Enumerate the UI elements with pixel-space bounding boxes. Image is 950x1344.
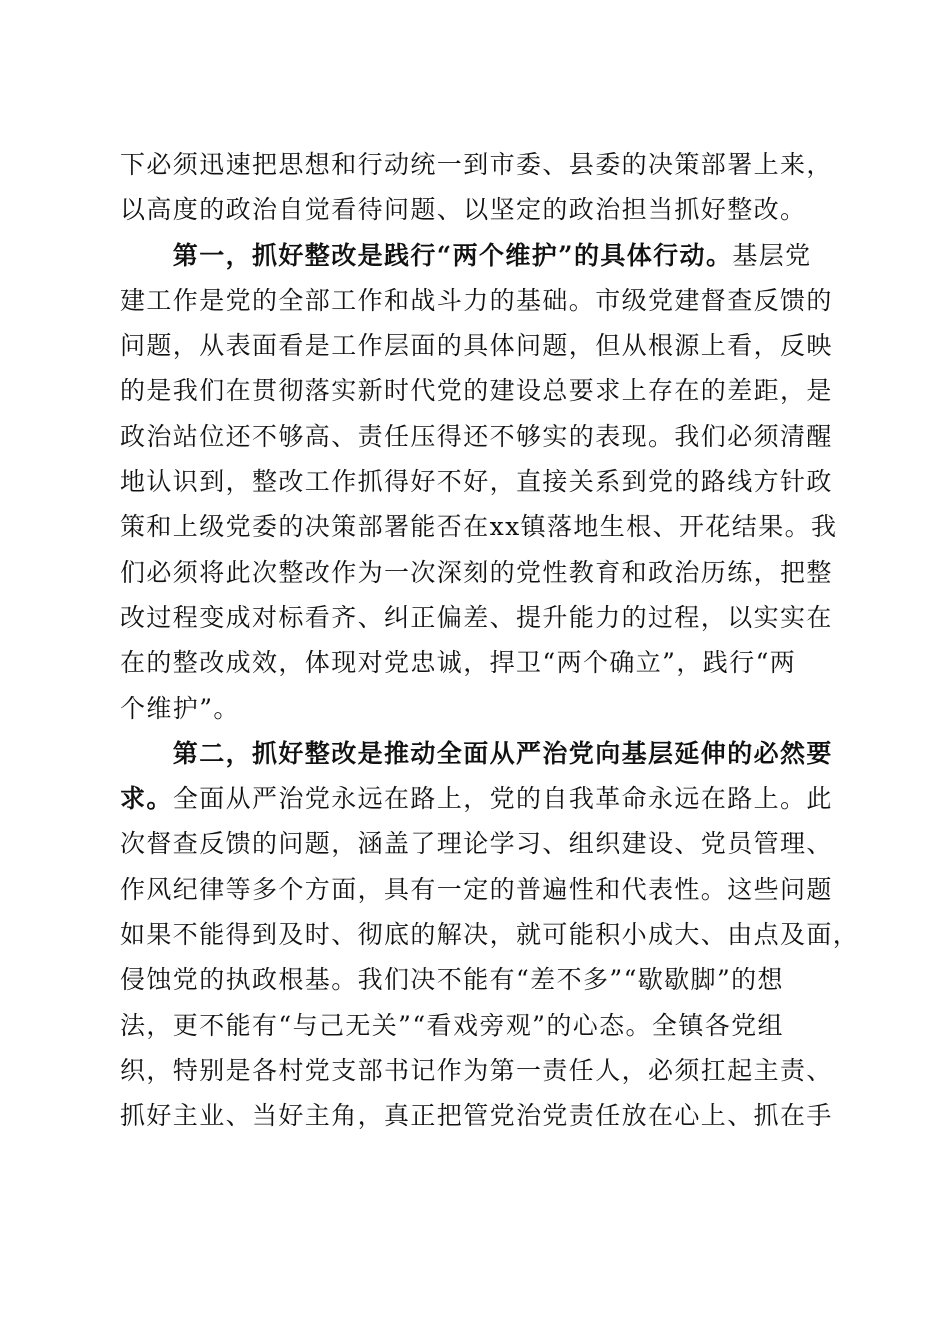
text-line: 抓好主业、当好主角，真正把管党治党责任放在心上、抓在手: [120, 1101, 833, 1131]
text-line: 个维护”。: [120, 693, 240, 723]
text-line: 问题，从表面看是工作层面的具体问题，但从根源上看，反映: [120, 331, 833, 361]
text-line: 们必须将此次整改作为一次深刻的党性教育和政治历练，把整: [120, 557, 833, 587]
text-line: 如果不能得到及时、彻底的解决，就可能积小成大、由点及面，: [120, 920, 860, 950]
text-line: 作风纪律等多个方面，具有一定的普遍性和代表性。这些问题: [120, 874, 833, 904]
text-line: 侵蚀党的执政根基。我们决不能有“差不多”“歇歇脚”的想: [120, 965, 784, 995]
text-line: 的是我们在贯彻落实新时代党的建设总要求上存在的差距，是: [120, 376, 833, 406]
text-line: 法，更不能有“与己无关”“看戏旁观”的心态。全镇各党组: [120, 1010, 784, 1040]
paragraph-1-first-line: [120, 233, 836, 278]
text-line: 策和上级党委的决策部署能否在xx镇落地生根、开花结果。我: [120, 512, 838, 542]
text-line: 下必须迅速把思想和行动统一到市委、县委的决策部署上来，: [120, 150, 833, 179]
text-line: 织，特别是各村党支部书记作为第一责任人，必须扛起主责、: [120, 1055, 833, 1085]
paragraph-2-heading: 第二，抓好整改是推动全面从严治党向基层延伸的必然要: [120, 738, 833, 768]
text-span: 基层党: [732, 240, 812, 270]
text-line: 以高度的政治自觉看待问题、以坚定的政治担当抓好整改。: [120, 195, 807, 225]
text-span: 全面从严治党永远在路上，党的自我革命永远在路上。此: [172, 784, 833, 814]
text-line: 在的整改成效，体现对党忠诚，捍卫“两个确立”，践行“两: [120, 648, 797, 678]
text-line: 建工作是党的全部工作和战斗力的基础。市级党建督查反馈的: [120, 285, 833, 315]
paragraph-2-second-line: [120, 776, 836, 821]
text-line: 次督查反馈的问题，涵盖了理论学习、组织建设、党员管理、: [120, 829, 833, 859]
text-line: 改过程变成对标看齐、纠正偏差、提升能力的过程，以实实在: [120, 602, 833, 632]
paragraph-1-heading: 第一，抓好整改是践行“两个维护”的具体行动。: [120, 240, 733, 270]
document-body: [120, 142, 860, 1139]
paragraph-2-heading-end: 求。: [120, 784, 173, 814]
text-line: 地认识到，整改工作抓得好不好，直接关系到党的路线方针政: [120, 467, 833, 497]
text-line: 政治站位还不够高、责任压得还不够实的表现。我们必须清醒: [120, 421, 833, 451]
